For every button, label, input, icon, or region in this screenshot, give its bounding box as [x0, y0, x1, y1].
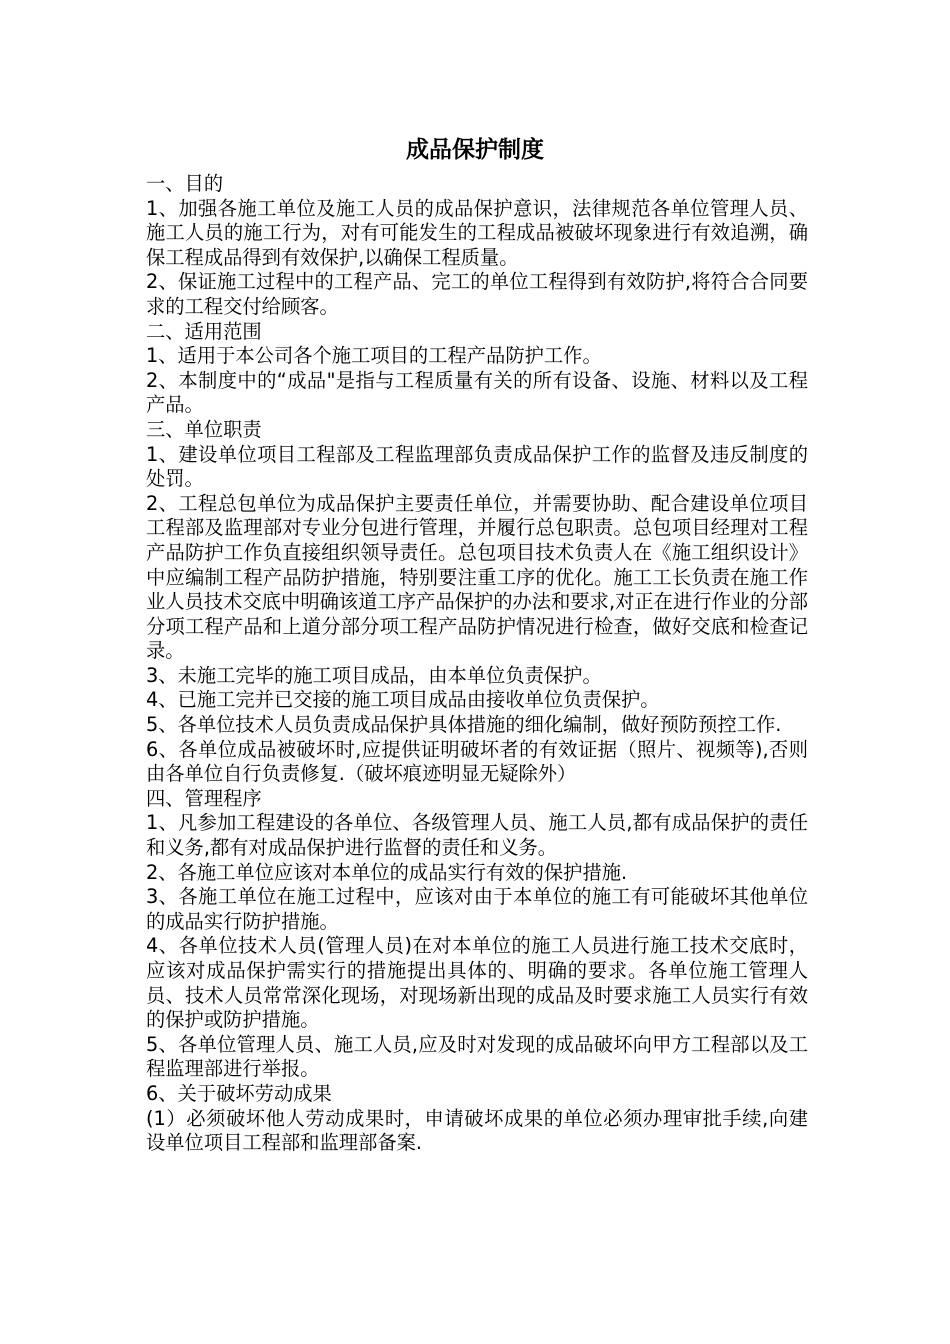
paragraph: 2、工程总包单位为成品保护主要责任单位，并需要协助、配合建设单位项目工程部及监理部对专业分包进行管理，并履行总包职责。总包项目经理对工程产品防护工作负直接组织领导责任。总包项目技术负责人在《施工组织设计》中应编制工程产品防护措施，特别要注重工序的优化。施工工长负责在施工作业人员技术交底中明确该道工序产品保护的办法和要求,对正在进行作业的分部分项工程产品和上道分部分项工程产品防护情况进行检查，做好交底和检查记录。: [146, 491, 808, 663]
paragraph: 5、各单位技术人员负责成品保护具体措施的细化编制，做好预防预控工作.: [146, 713, 782, 737]
paragraph: 1、凡参加工程建设的各单位、各级管理人员、施工人员,都有成品保护的责任和义务,都有对成品保护进行监督的责任和义务。: [146, 811, 808, 860]
document-title: 成品保护制度: [406, 137, 544, 163]
paragraph: 2、各施工单位应该对本单位的成品实行有效的保护措施.: [146, 860, 628, 884]
paragraph: 2、保证施工过程中的工程产品、完工的单位工程得到有效防护,将符合合同要求的工程交付给顾客。: [146, 270, 808, 318]
section-heading-responsibilities: 三、单位职责: [146, 417, 262, 441]
paragraph: 4、各单位技术人员(管理人员)在对本单位的施工人员进行施工技术交底时，应该对成品保护需实行的措施提出具体的、明确的要求。各单位施工管理人员、技术人员常常深化现场，对现场新出现的成品及时要求施工人员实行有效的保护或防护措施。: [146, 934, 808, 1032]
paragraph: 2、本制度中的“成品"是指与工程质量有关的所有设备、设施、材料以及工程产品。: [146, 368, 808, 417]
paragraph: 3、各施工单位在施工过程中，应该对由于本单位的施工有可能破坏其他单位的成品实行防护措施。: [146, 885, 808, 933]
section-heading-purpose: 一、目的: [146, 172, 224, 195]
paragraph: 6、关于破坏劳动成果: [146, 1081, 332, 1105]
paragraph: 1、加强各施工单位及施工人员的成品保护意识，法律规范各单位管理人员、施工人员的施工行为，对有可能发生的工程成品被破坏现象进行有效追溯，确保工程成品得到有效保护,以确保工程质量。: [146, 196, 808, 269]
section-heading-scope: 二、适用范围: [146, 319, 262, 343]
paragraph: 3、未施工完毕的施工项目成品，由本单位负责保护。: [146, 663, 602, 687]
paragraph: 6、各单位成品被破坏时,应提供证明破坏者的有效证据（照片、视频等),否则由各单位自行负责修复.（破坏痕迹明显无疑除外）: [146, 737, 808, 786]
paragraph: 1、适用于本公司各个施工项目的工程产品防护工作。: [146, 344, 602, 368]
section-heading-procedures: 四、管理程序: [146, 786, 262, 810]
document-body: [146, 172, 808, 1156]
paragraph: (1）必须破坏他人劳动成果时，申请破坏成果的单位必须办理审批手续,向建设单位项目工程部和监理部备案.: [146, 1106, 808, 1155]
paragraph: 5、各单位管理人员、施工人员,应及时对发现的成品破坏向甲方工程部以及工程监理部进行举报。: [146, 1032, 808, 1081]
paragraph: 1、建设单位项目工程部及工程监理部负责成品保护工作的监督及违反制度的处罚。: [146, 442, 808, 491]
paragraph: 4、已施工完并已交接的施工项目成品由接收单位负责保护。: [146, 688, 660, 712]
